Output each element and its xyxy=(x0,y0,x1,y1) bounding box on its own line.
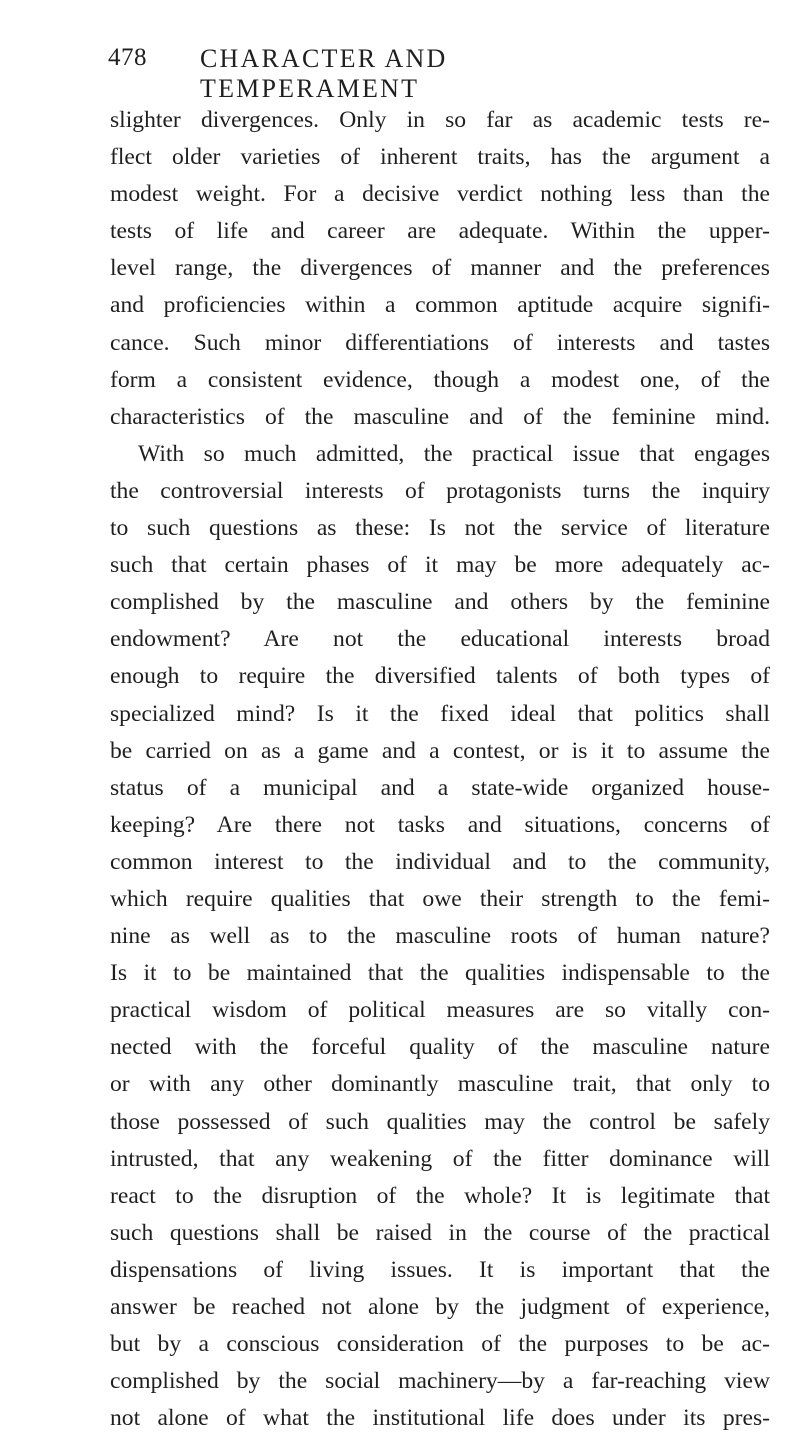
text-line: nected with the forceful quality of the masculine nature xyxy=(110,1034,770,1061)
text-line: level range, the divergences of manner and the preferences xyxy=(110,255,770,282)
text-line: not alone of what the institutional life does under its pres- xyxy=(110,1405,770,1432)
text-line: nine as well as to the masculine roots of human nature? xyxy=(110,923,770,950)
text-line: keeping? Are there not tasks and situations, concerns of xyxy=(110,811,770,838)
text-line: such questions shall be raised in the course of the practical xyxy=(110,1219,770,1246)
page-number: 478 xyxy=(108,44,147,71)
text-line: those possessed of such qualities may the control be safely xyxy=(110,1108,770,1135)
text-line: slighter divergences. Only in so far as academic tests re- xyxy=(110,107,770,133)
text-line: complished by the masculine and others by the feminine xyxy=(110,589,770,616)
paragraph-start-line: With so much admitted, the practical issue that engages xyxy=(138,440,770,467)
text-line: which require qualities that owe their strength to the femi- xyxy=(110,885,770,912)
text-line: practical wisdom of political measures are so vitally con- xyxy=(110,997,770,1024)
text-line: cance. Such minor differentiations of interests and tastes xyxy=(110,329,770,356)
text-line: and proficiencies within a common aptitude acquire signifi- xyxy=(110,292,770,319)
text-line: common interest to the individual and to the community, xyxy=(110,848,770,875)
text-line: modest weight. For a decisive verdict nothing less than the xyxy=(110,181,770,208)
text-line: the controversial interests of protagonists turns the inquiry xyxy=(110,477,770,504)
running-head: CHARACTER AND TEMPERAMENT xyxy=(200,44,448,103)
text-line: answer be reached not alone by the judgment of experience, xyxy=(110,1294,770,1320)
text-line: tests of life and career are adequate. Within the upper- xyxy=(110,218,770,245)
body-text xyxy=(110,102,770,1437)
text-line: characteristics of the masculine and of the feminine mind. xyxy=(110,403,770,430)
text-line: be carried on as a game and a contest, or is it to assume the xyxy=(110,737,770,764)
text-line: intrusted, that any weakening of the fitter dominance will xyxy=(110,1145,770,1172)
text-line: dispensations of living issues. It is important that the xyxy=(110,1256,770,1283)
text-line: endowment? Are not the educational interests broad xyxy=(110,626,770,653)
text-line: complished by the social machinery—by a far-reaching view xyxy=(110,1368,770,1395)
text-line: status of a municipal and a state-wide organized house- xyxy=(110,774,770,801)
text-line: react to the disruption of the whole? It is legitimate that xyxy=(110,1182,770,1209)
text-line: or with any other dominantly masculine trait, that only to xyxy=(110,1071,770,1098)
text-line: enough to require the diversified talents of both types of xyxy=(110,663,770,690)
text-line: such that certain phases of it may be more adequately ac- xyxy=(110,552,770,579)
page-header xyxy=(108,44,668,103)
text-line: specialized mind? Is it the fixed ideal that politics shall xyxy=(110,700,770,727)
text-line: but by a conscious consideration of the purposes to be ac- xyxy=(110,1331,770,1358)
text-line: to such questions as these: Is not the service of literature xyxy=(110,515,770,542)
text-line: form a consistent evidence, though a modest one, of the xyxy=(110,366,770,393)
text-line: flect older varieties of inherent traits, has the argument a xyxy=(110,144,770,171)
text-line: Is it to be maintained that the qualities indispensable to the xyxy=(110,960,770,987)
